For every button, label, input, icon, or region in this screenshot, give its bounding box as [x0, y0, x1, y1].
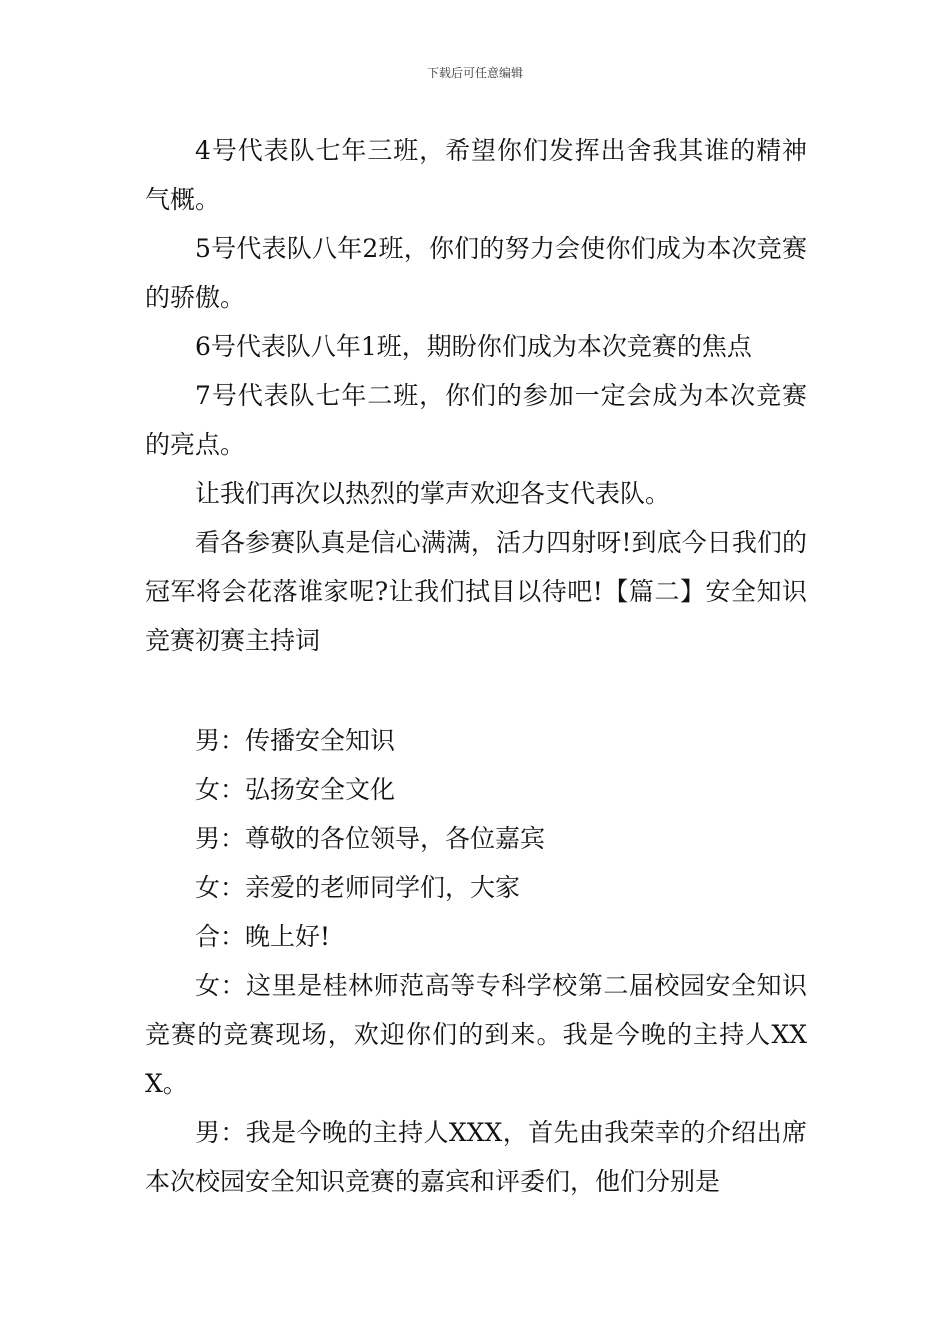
dialogue-line: 女：亲爱的老师同学们，大家	[195, 873, 521, 902]
paragraph-team-4: 4号代表队七年三班，希望你们发挥出舍我其谁的精神气概。	[145, 136, 807, 214]
page-header: 下载后可任意编辑	[426, 66, 523, 80]
paragraph-team-6: 6号代表队八年1班，期盼你们成为本次竞赛的焦点	[195, 332, 752, 361]
blank-gap	[145, 665, 807, 716]
paragraph-team-5: 5号代表队八年2班，你们的努力会使你们成为本次竞赛的骄傲。	[145, 234, 807, 312]
dialogue-line: 男：我是今晚的主持人XXX，首先由我荣幸的介绍出席本次校园安全知识竞赛的嘉宾和评委们，他们分别是	[145, 1118, 807, 1196]
dialogue-line: 男：传播安全知识	[195, 726, 396, 755]
document-body	[145, 126, 807, 1206]
dialogue-line: 女：弘扬安全文化	[195, 775, 396, 804]
paragraph-welcome: 让我们再次以热烈的掌声欢迎各支代表队。	[195, 479, 671, 508]
dialogue-line: 合：晚上好!	[195, 922, 331, 951]
paragraph-section-two-title: 看各参赛队真是信心满满，活力四射呀!到底今日我们的冠军将会花落谁家呢?让我们拭目以待吧!【篇二】安全知识竞赛初赛主持词	[145, 528, 807, 655]
dialogue-line: 女：这里是桂林师范高等专科学校第二届校园安全知识竞赛的竞赛现场，欢迎你们的到来。我是今晚的主持人XXX。	[145, 971, 807, 1098]
paragraph-team-7: 7号代表队七年二班，你们的参加一定会成为本次竞赛的亮点。	[145, 381, 807, 459]
dialogue-line: 男：尊敬的各位领导，各位嘉宾	[195, 824, 546, 853]
